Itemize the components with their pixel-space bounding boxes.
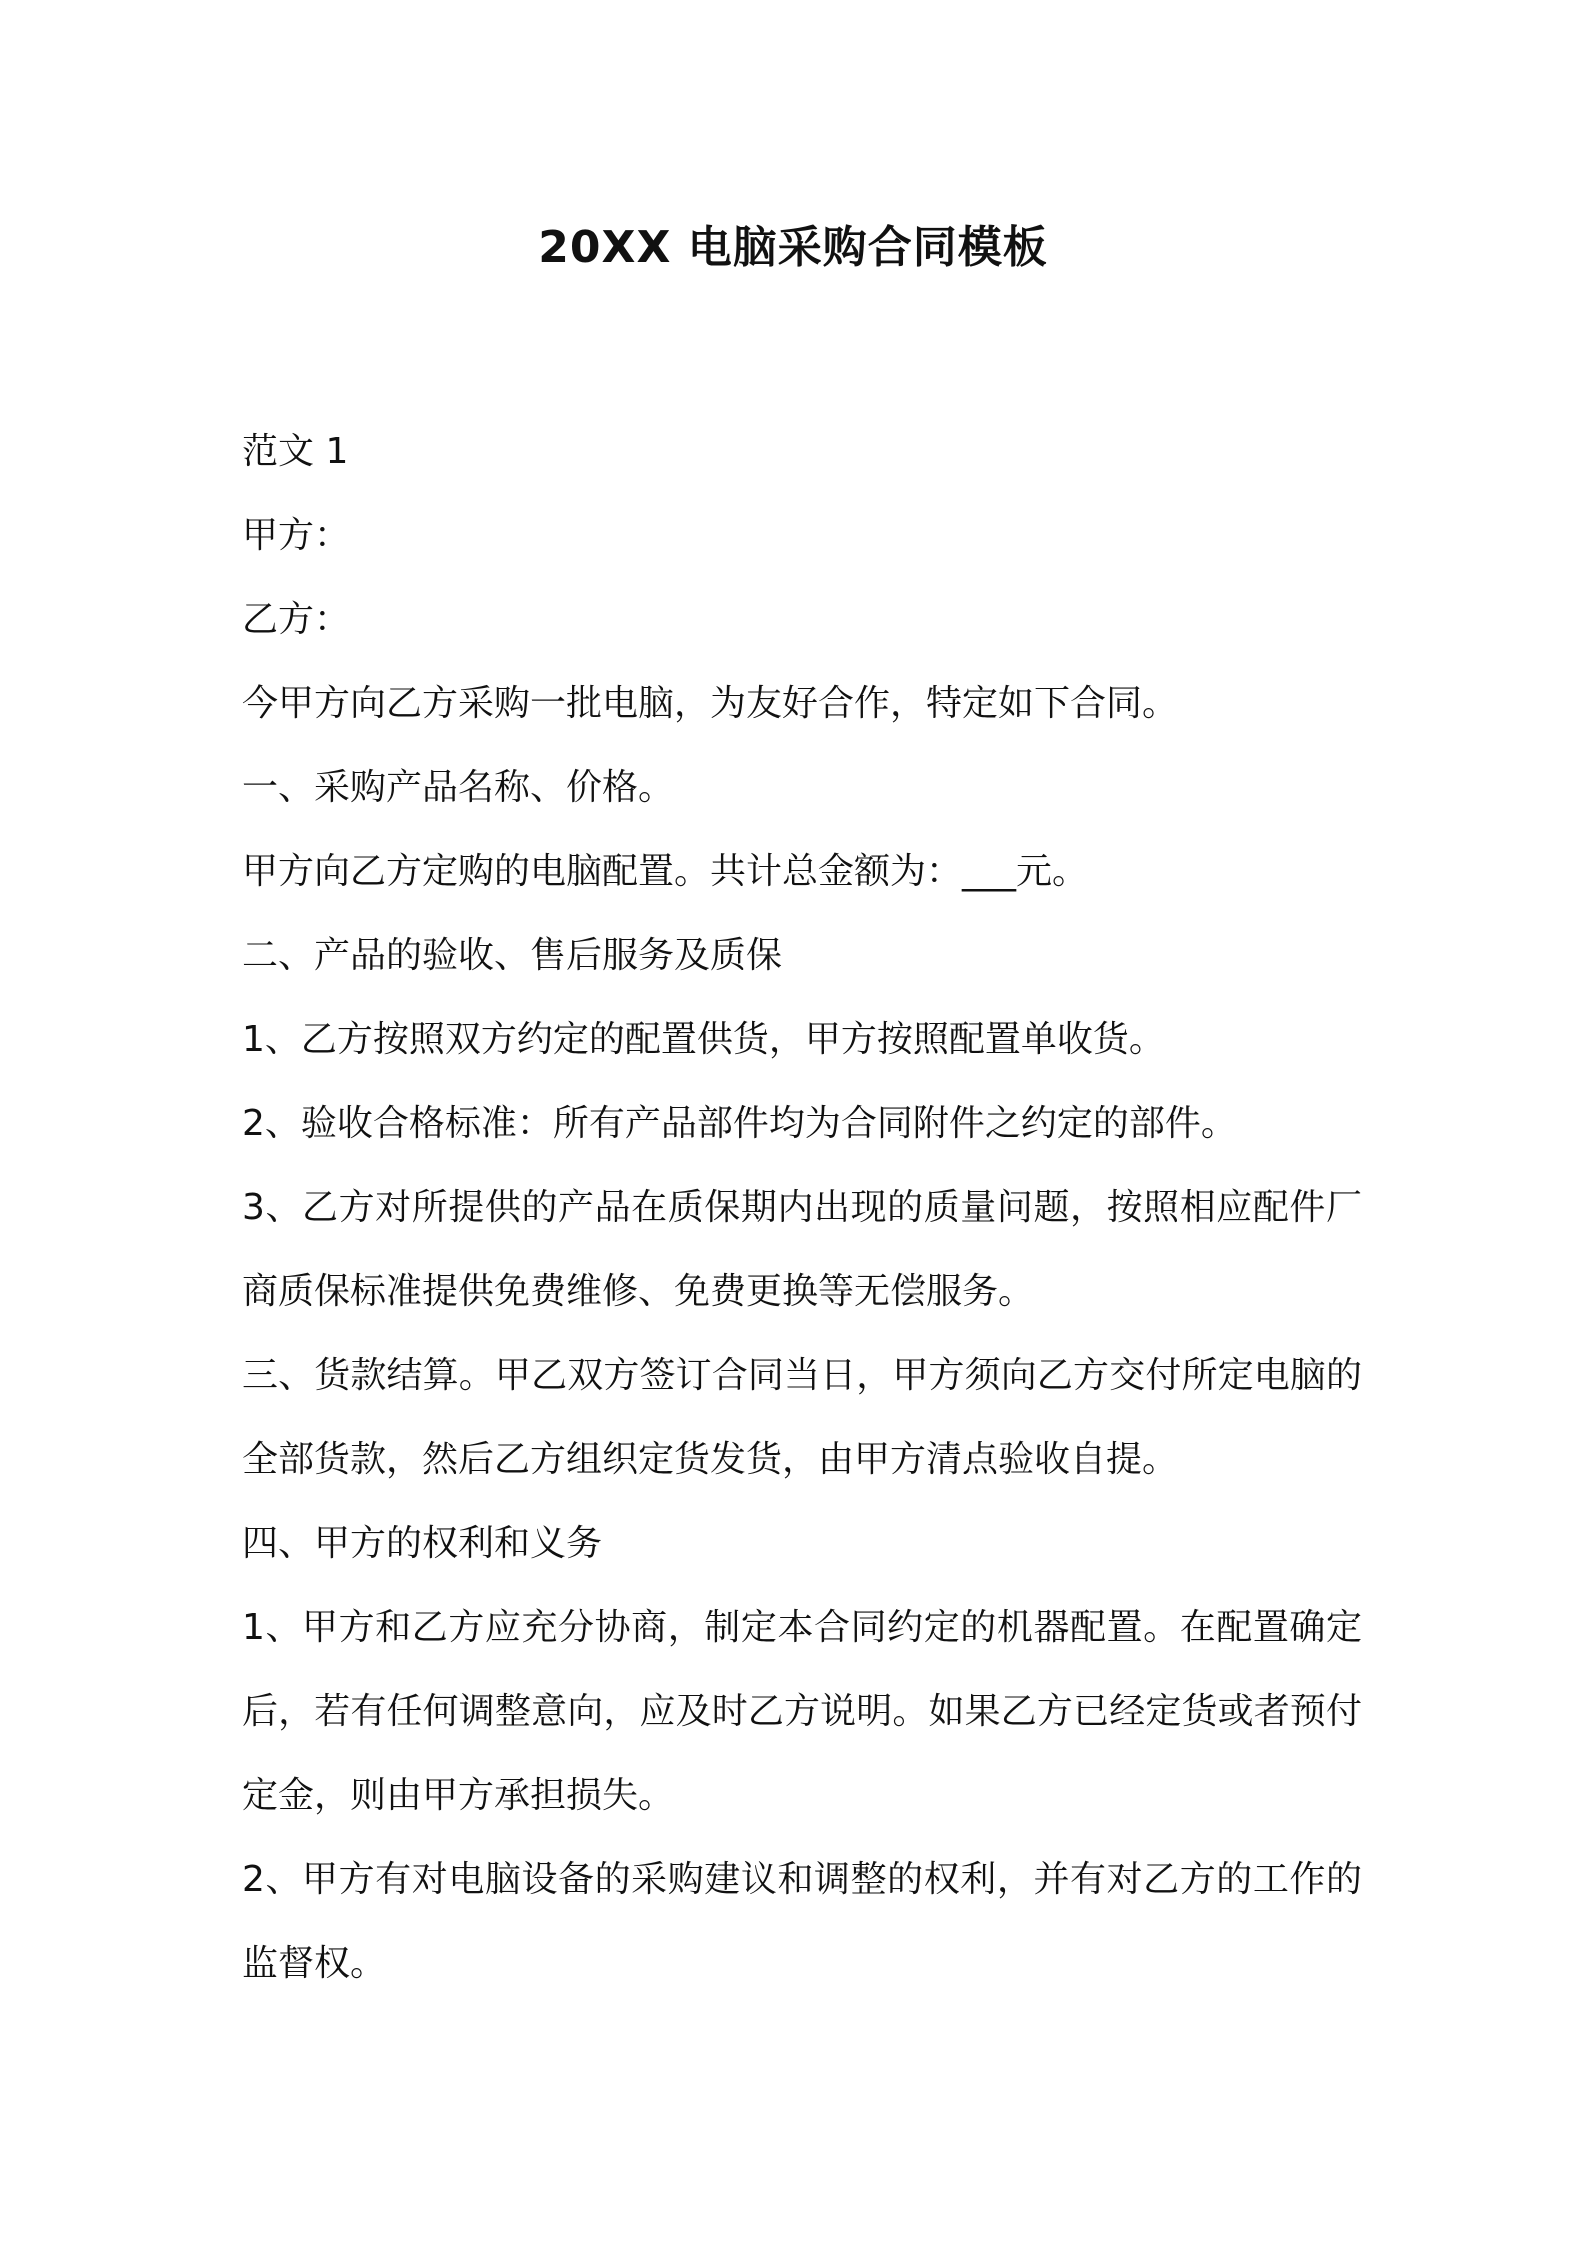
preamble-paragraph: 今甲方向乙方采购一批电脑，为友好合作，特定如下合同。 (242, 683, 1179, 724)
document-body (242, 410, 1362, 2006)
sample-label: 范文 1 (242, 431, 349, 472)
clause-2-1: 1、乙方按照双方约定的配置供货，甲方按照配置单收货。 (242, 1019, 1165, 1060)
price-paragraph: 甲方向乙方定购的电脑配置。共计总金额为：___元。 (242, 851, 1089, 892)
section-heading-2: 二、产品的验收、售后服务及质保 (242, 935, 783, 976)
section-heading-4: 四、甲方的权利和义务 (242, 1523, 603, 1564)
clause-2-2: 2、验收合格标准：所有产品部件均为合同附件之约定的部件。 (242, 1103, 1237, 1144)
clause-4-2: 2、甲方有对电脑设备的采购建议和调整的权利，并有对乙方的工作的监督权。 (242, 1859, 1362, 1984)
party-a-line: 甲方： (242, 515, 351, 556)
section-heading-1: 一、采购产品名称、价格。 (242, 767, 675, 808)
party-b-line: 乙方： (242, 599, 351, 640)
clause-4-1: 1、甲方和乙方应充分协商，制定本合同约定的机器配置。在配置确定后，若有任何调整意向，应及时乙方说明。如果乙方已经定货或者预付定金，则由甲方承担损失。 (242, 1607, 1362, 1816)
document-title: 20XX 电脑采购合同模板 (538, 222, 1048, 273)
section-heading-3-payment: 三、货款结算。甲乙双方签订合同当日，甲方须向乙方交付所定电脑的全部货款，然后乙方组织定货发货，由甲方清点验收自提。 (242, 1355, 1362, 1480)
clause-2-3: 3、乙方对所提供的产品在质保期内出现的质量问题，按照相应配件厂商质保标准提供免费维修、免费更换等无偿服务。 (242, 1187, 1362, 1312)
